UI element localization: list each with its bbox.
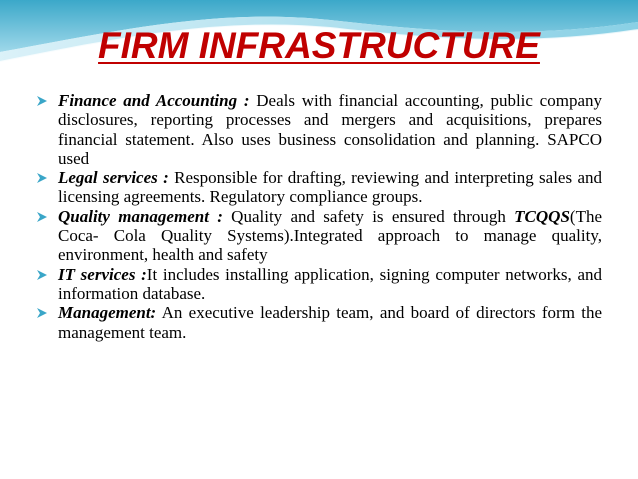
slide-title: FIRM INFRASTRUCTURE [98, 25, 540, 66]
bullet-list [34, 91, 602, 342]
bullet-text-after: (The Coca- Cola Quality Systems).Integrated approach to manage quality, environment, health and safety [58, 206, 602, 265]
bullet-quality [34, 207, 602, 265]
bullet-term: IT services : [58, 264, 147, 284]
bullet-text: Quality and safety is ensured through [222, 206, 515, 226]
bullet-text: Deals with financial accounting, public company disclosures, reporting processes and mergers and acquisitions, prepares financial statement. Also uses business consolidation and planning. SAPCO used [58, 91, 602, 168]
arrow-right-icon [36, 307, 48, 319]
bullet-text: An executive leadership team, and board of directors form the management team. [58, 303, 602, 342]
bullet-legal [34, 168, 602, 207]
bullet-term: Legal services : [58, 168, 169, 188]
arrow-right-icon [36, 172, 48, 184]
bullet-it [34, 265, 602, 304]
arrow-right-icon [36, 269, 48, 281]
bullet-finance [34, 91, 602, 168]
bullet-text: Responsible for drafting, reviewing and interpreting sales and licensing agreements. Regulatory compliance groups. [58, 168, 602, 207]
bullet-term: Quality management : [58, 206, 223, 226]
bullet-term: Finance and Accounting : [58, 91, 250, 110]
bullet-term: Management: [58, 303, 157, 323]
arrow-right-icon [36, 95, 48, 107]
bullet-text: It includes installing application, signing computer networks, and information database. [58, 264, 602, 303]
tcqqs-highlight: TCQQS [514, 206, 570, 226]
bullet-management [34, 303, 602, 342]
arrow-right-icon [36, 211, 48, 223]
